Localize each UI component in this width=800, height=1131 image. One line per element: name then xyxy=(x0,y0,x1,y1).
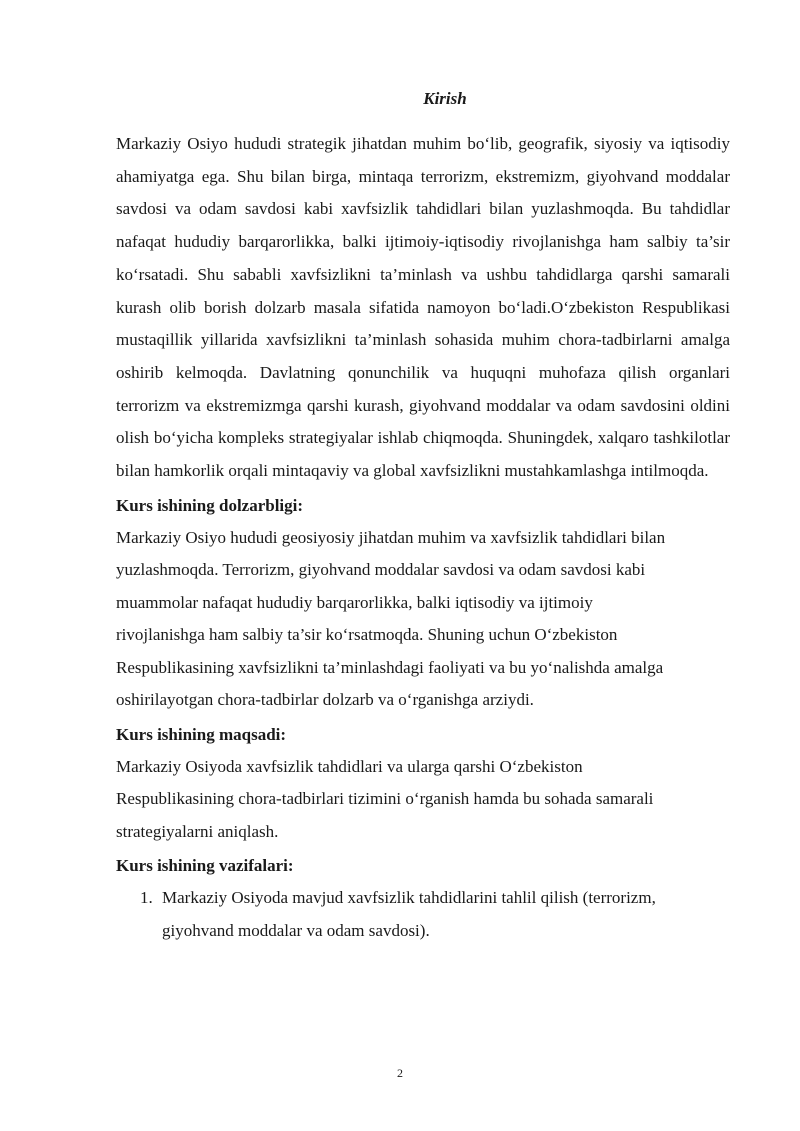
relevance-line: yuzlashmoqda. Terrorizm, giyohvand moddalar savdosi va odam savdosi kabi xyxy=(116,560,646,580)
relevance-line: oshirilayotgan chora-tadbirlar dolzarb va o‘rganishga arziydi. xyxy=(116,690,534,710)
goal-paragraph xyxy=(116,751,730,849)
relevance-line: muammolar nafaqat hududiy barqarorlikka, balki iqtisodiy va ijtimoiy xyxy=(116,592,593,612)
relevance-line: Markaziy Osiyo hududi geosiyosiy jihatdan muhim va xavfsizlik tahdidlari bilan xyxy=(116,527,666,547)
list-item-line: giyohvand moddalar va odam savdosi). xyxy=(162,920,430,940)
relevance-heading: Kurs ishining dolzarbligi: xyxy=(116,495,304,515)
intro-paragraph: Markaziy Osiyo hududi strategik jihatdan muhim bo‘lib, geografik, siyosiy va iqtisodiy ahamiyatga ega. Shu bilan birga, mintaqa terrorizm, ekstremizm, giyohvand moddalar savdosi va odam savdosi kabi xavfsizlik tahdidlari bilan yuzlashmoqda. Bu tahdidlar nafaqat hududiy barqarorlikka, balki ijtimoiy-iqtisodiy rivojlanishga ham salbiy ta’sir ko‘rsatadi. Shu sababli xavfsizlikni ta’minlash va ushbu tahdidlarga qarshi samarali kurash olib borish dolzarb masala sifatida namoyon bo‘ladi.O‘zbekiston Respublikasi mustaqillik yillarida xavfsizlikni ta’minlash sohasida muhim chora-tadbirlarni amalga oshirib kelmoqda. Davlatning qonunchilik va huquqni muhofaza qilish organlari terrorizm va ekstremizmga qarshi kurash, giyohvand moddalar va odam savdosini oldini olish bo‘yicha kompleks strategiyalar ishlab chiqmoqda. Shuningdek, xalqaro tashkilotlar bilan hamkorlik orqali mintaqaviy va global xavfsizlikni mustahkamlashga intilmoqda. xyxy=(116,134,730,481)
relevance-paragraph xyxy=(116,522,730,717)
goal-line: Respublikasining chora-tadbirlari tizimini o‘rganish hamda bu sohada samarali xyxy=(116,789,654,809)
page-number: 2 xyxy=(397,1066,403,1080)
goal-line: strategiyalarni aniqlash. xyxy=(116,821,279,841)
goal-line: Markaziy Osiyoda xavfsizlik tahdidlari va ularga qarshi O‘zbekiston xyxy=(116,756,583,776)
list-item-number: 1. xyxy=(140,888,153,908)
goal-heading: Kurs ishining maqsadi: xyxy=(116,724,287,744)
tasks-list xyxy=(116,882,730,947)
document-page xyxy=(116,88,730,947)
tasks-heading: Kurs ishining vazifalari: xyxy=(116,856,294,876)
list-item xyxy=(116,882,730,947)
relevance-line: rivojlanishga ham salbiy ta’sir ko‘rsatmoqda. Shuning uchun O‘zbekiston xyxy=(116,625,618,645)
page-title: Kirish xyxy=(423,89,467,108)
relevance-line: Respublikasining xavfsizlikni ta’minlashdagi faoliyati va bu yo‘nalishda amalga xyxy=(116,657,664,677)
list-item-line: Markaziy Osiyoda mavjud xavfsizlik tahdidlarini tahlil qilish (terrorizm, xyxy=(162,888,656,908)
